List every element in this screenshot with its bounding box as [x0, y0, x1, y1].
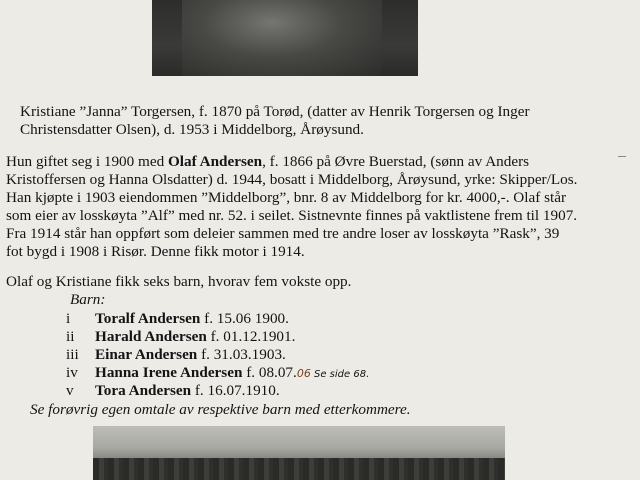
treeline: [93, 458, 505, 480]
para1-line-6: fot bygd i 1908 i Risør. Denne fikk motor i 1914.: [6, 243, 305, 260]
child-name: Hanna Irene Andersen: [95, 364, 243, 381]
caption-line-1: Kristiane ”Janna” Torgersen, f. 1870 på Torød, (datter av Henrik Torgersen og Inger: [20, 103, 530, 120]
para1-line-1-post: , f. 1866 på Øvre Buerstad, (sønn av Anders: [262, 153, 530, 170]
margin-mark: [618, 156, 626, 157]
children-label: Barn:: [70, 291, 106, 308]
portrait-photo: [152, 0, 418, 76]
portrait-figure: [182, 0, 382, 76]
para1-line-1-pre: Hun giftet seg i 1900 med: [6, 153, 168, 170]
biography-paragraph: [6, 153, 577, 261]
child-item: [66, 310, 289, 328]
child-item: [66, 382, 280, 400]
cross-reference-note: Se side 68.: [310, 369, 370, 380]
child-birth: f. 31.03.1903.: [197, 346, 286, 363]
para1-line-5: Fra 1914 står han oppført som deleier sammen med tre andre loser av losskøyta ”Rask”, 39: [6, 225, 560, 242]
child-number: ii: [66, 328, 75, 345]
child-number: v: [66, 382, 74, 399]
child-name: Einar Andersen: [95, 346, 198, 363]
child-number: iv: [66, 364, 78, 381]
para1-line-3: Han kjøpte i 1903 eiendommen ”Middelborg”, bnr. 8 av Middelborg for kr. 4000,-. Olaf står: [6, 189, 567, 206]
landscape-photo: [93, 426, 505, 480]
para1-line-4: som eier av losskøyta ”Alf” med nr. 52. i seilet. Sistnevnte finnes på vaktlistene frem til 1907.: [6, 207, 578, 224]
para1-line-2: Kristoffersen og Hanna Olsdatter) d. 1944, bosatt i Middelborg, Årøysund, yrke: Skipper/Los.: [6, 171, 578, 188]
handwritten-year: 06: [296, 367, 311, 380]
caption-line-2: Christensdatter Olsen), d. 1953 i Middelborg, Årøysund.: [20, 121, 364, 138]
children-intro: Olaf og Kristiane fikk seks barn, hvorav fem vokste opp.: [6, 273, 352, 290]
child-number: iii: [66, 346, 79, 363]
spouse-name: Olaf Andersen: [167, 153, 263, 170]
child-birth: f. 16.07.1910.: [191, 382, 280, 399]
child-birth: f. 08.07.: [242, 364, 297, 381]
footer-note: Se forøvrig egen omtale av respektive barn med etterkommere.: [30, 401, 411, 418]
para1-line-1: [6, 153, 577, 171]
child-item: [66, 364, 369, 384]
child-number: i: [66, 310, 71, 327]
child-birth: f. 15.06 1900.: [200, 310, 289, 327]
child-name: Tora Andersen: [95, 382, 192, 399]
photo-caption: [20, 103, 530, 139]
child-name: Harald Andersen: [95, 328, 207, 345]
child-item: [66, 328, 295, 346]
child-name: Toralf Andersen: [95, 310, 201, 327]
child-item: [66, 346, 286, 364]
child-birth: f. 01.12.1901.: [206, 328, 296, 345]
